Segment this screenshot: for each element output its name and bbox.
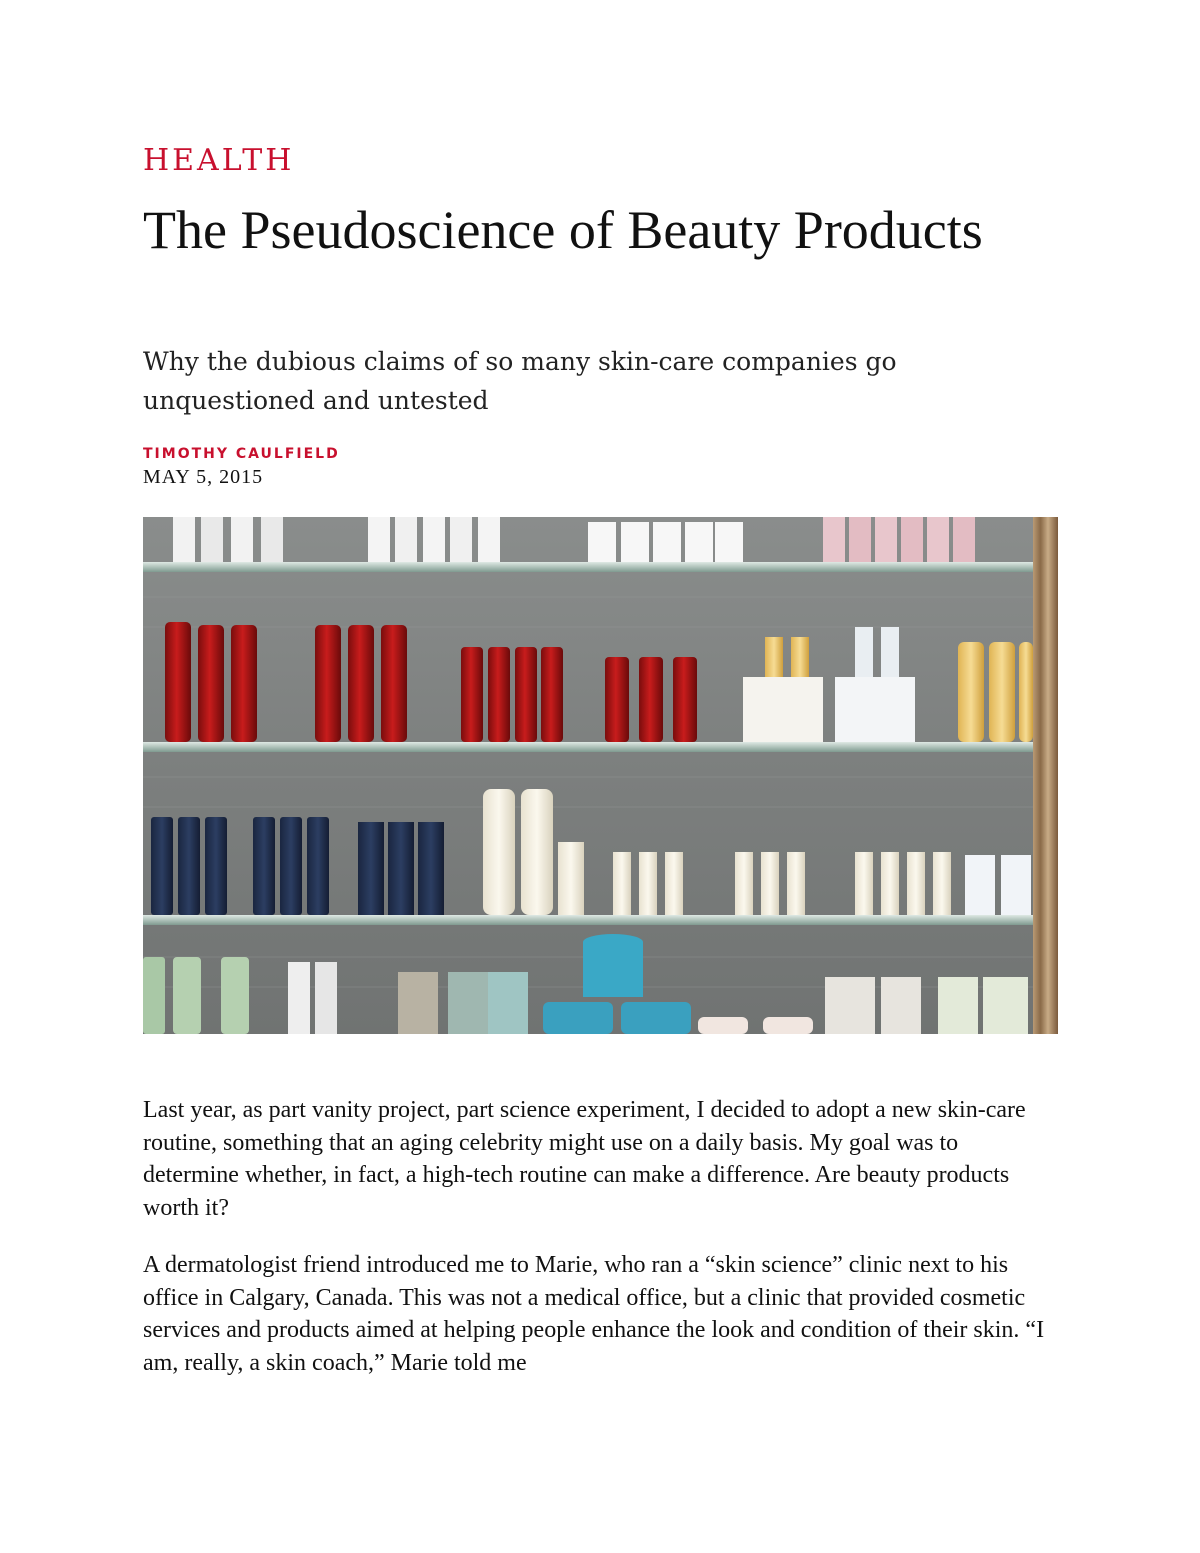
hero-photo: [143, 517, 1058, 1034]
article-title: The Pseudoscience of Beauty Products: [143, 200, 983, 260]
author-byline[interactable]: TIMOTHY CAULFIELD: [143, 446, 340, 462]
article-subtitle: Why the dubious claims of so many skin-care companies go unquestioned and untested: [143, 347, 897, 415]
article-body: [143, 1094, 1058, 1404]
section-label[interactable]: HEALTH: [143, 143, 295, 178]
shelves-illustration: [143, 517, 1058, 1034]
publish-date: MAY 5, 2015: [143, 466, 264, 488]
body-paragraph: Last year, as part vanity project, part science experiment, I decided to adopt a new skin-care routine, something that an aging celebrity might use on a daily basis. My goal was to determine whether, in fact, a high-tech routine can make a difference. Are beauty products worth it?: [143, 1097, 1026, 1221]
body-paragraph: A dermatologist friend introduced me to Marie, who ran a “skin science” clinic next to his office in Calgary, Canada. This was not a medical office, but a clinic that provided cosmetic services and products aimed at helping people enhance the look and condition of their skin. “I am, really, a skin coach,” Marie told me: [143, 1252, 1045, 1376]
